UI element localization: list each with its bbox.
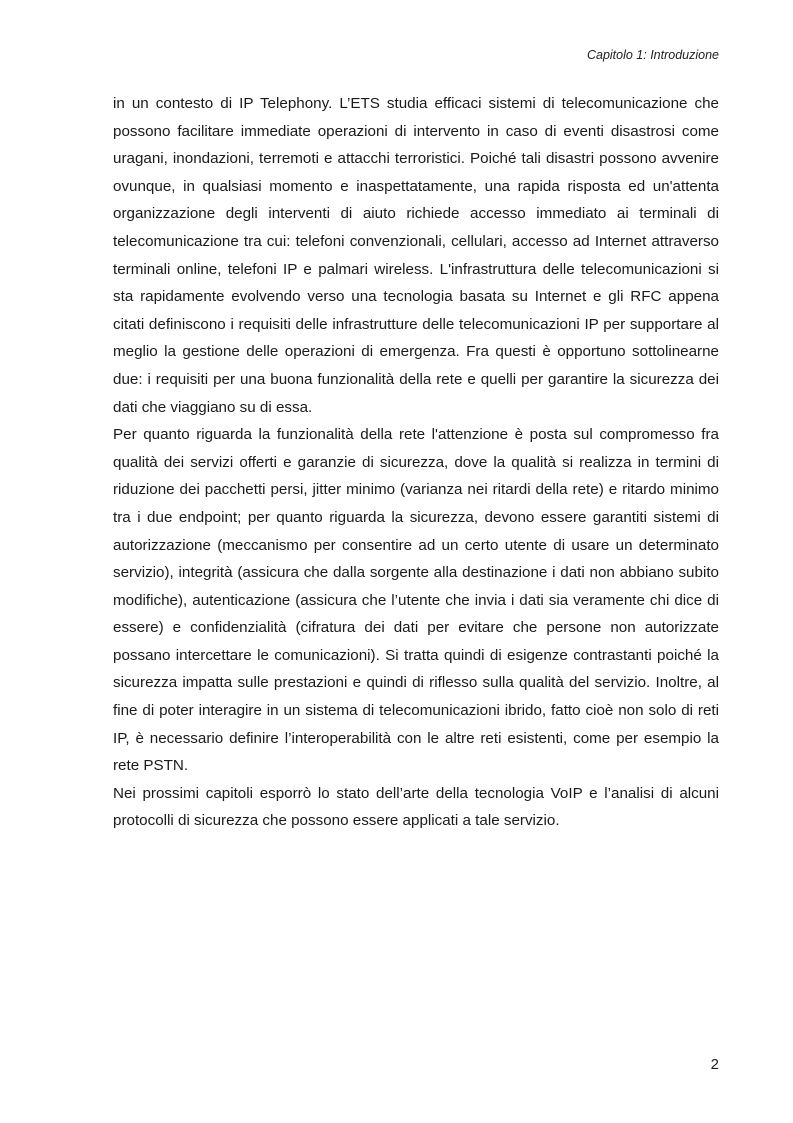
paragraph: Per quanto riguarda la funzionalità della rete l'attenzione è posta sul compromesso fra qualità dei servizi offerti e garanzie di sicurezza, dove la qualità si realizza in termini di riduzione dei pacchetti persi, jitter minimo (varianza nei ritardi della rete) e ritardo minimo tra i due endpoint; per quanto riguarda la sicurezza, devono essere garantiti sistemi di autorizzazione (meccanismo per consentire ad un certo utente di usare un determinato servizio), integrità (assicura che dalla sorgente alla destinazione i dati non abbiano subito modifiche), autenticazione (assicura che l’utente che invia i dati sia veramente chi dice di essere) e confidenzialità (cifratura dei dati per evitare che persone non autorizzate possano intercettare le comunicazioni). Si tratta quindi di esigenze contrastanti poiché la sicurezza impatta sulle prestazioni e quindi di riflesso sulla qualità del servizio. Inoltre, al fine di poter interagire in un sistema di telecomunicazioni ibrido, fatto cioè non solo di reti IP, è necessario definire l’interoperabilità con le altre reti esistenti, come per esempio la rete PSTN. (113, 426, 719, 775)
paragraph: Nei prossimi capitoli esporrò lo stato dell’arte della tecnologia VoIP e l’analisi di alcuni protocolli di sicurezza che possono essere applicati a tale servizio. (113, 784, 719, 830)
paragraph: in un contesto di IP Telephony. L’ETS studia efficaci sistemi di telecomunicazione che possono facilitare immediate operazioni di intervento in caso di eventi disastrosi come uragani, inondazioni, terremoti e attacchi terroristici. Poiché tali disastri possono avvenire ovunque, in qualsiasi momento e inaspettatamente, una rapida risposta ed un'attenta organizzazione degli interventi di aiuto richiede accesso immediato ai terminali di telecomunicazione tra cui: telefoni convenzionali, cellulari, accesso ad Internet attraverso terminali online, telefoni IP e palmari wireless. L'infrastruttura delle telecomunicazioni si sta rapidamente evolvendo verso una tecnologia basata su Internet e gli RFC appena citati definiscono i requisiti delle infrastrutture delle telecomunicazioni IP per supportare al meglio la gestione delle operazioni di emergenza. Fra questi è opportuno sottolinearne due: i requisiti per una buona funzionalità della rete e quelli per garantire la sicurezza dei dati che viaggiano su di essa. (113, 95, 719, 416)
running-header: Capitolo 1: Introduzione (586, 48, 719, 62)
body-text (113, 90, 719, 835)
page-number: 2 (710, 1056, 719, 1073)
